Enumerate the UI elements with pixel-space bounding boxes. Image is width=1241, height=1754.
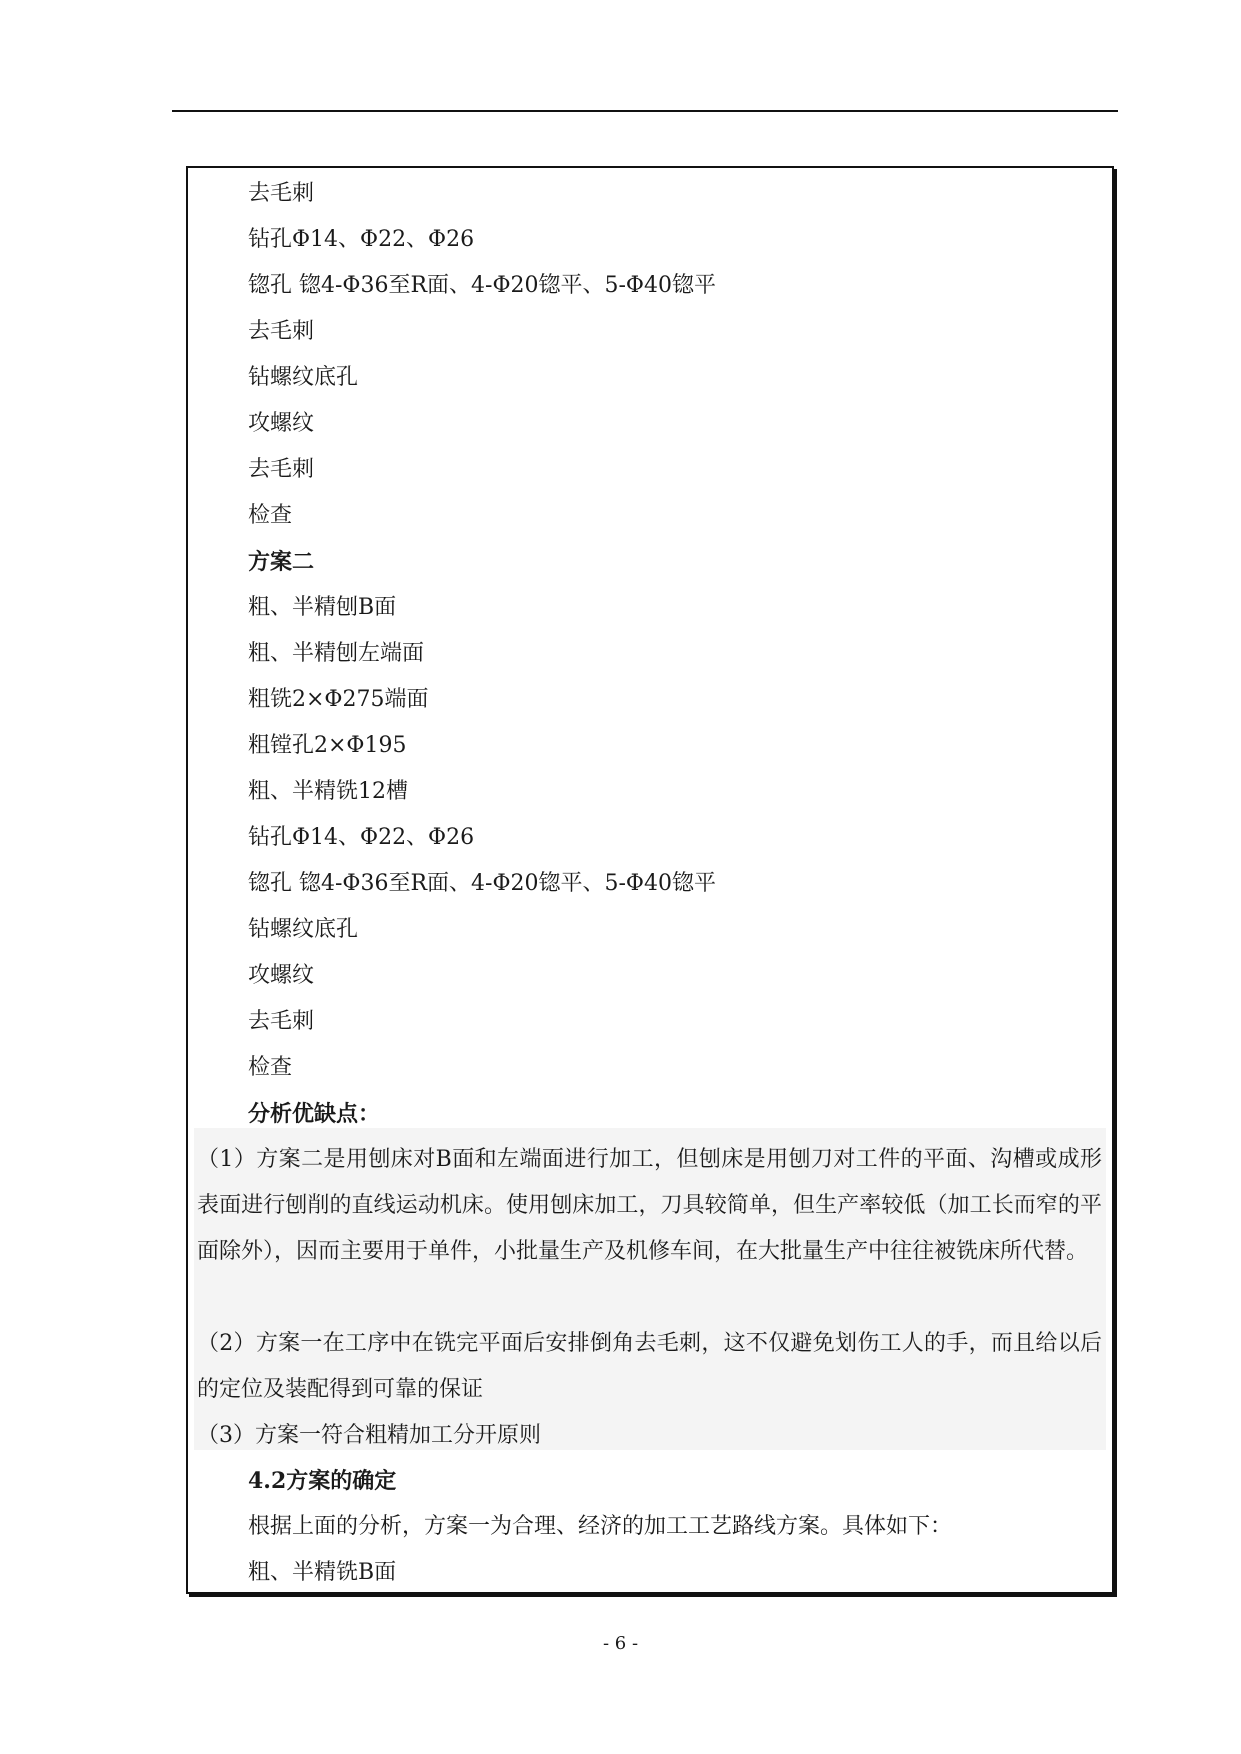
step-line: 锪孔 锪4-Φ36至R面、4-Φ20锪平、5-Φ40锪平 — [248, 273, 716, 298]
section-text: 根据上面的分析，方案一为合理、经济的加工工艺路线方案。具体如下： — [248, 1514, 953, 1539]
step-line: 去毛刺 — [248, 457, 315, 482]
analysis-heading: 分析优缺点： — [248, 1101, 381, 1127]
step-line: 去毛刺 — [248, 319, 315, 344]
step-line: 粗、半精刨B面 — [248, 595, 397, 620]
header-rule — [172, 110, 1118, 112]
step-line: 检查 — [248, 503, 293, 528]
step-line: 粗、半精刨左端面 — [248, 641, 425, 666]
step-line: 钻孔Φ14、Φ22、Φ26 — [248, 825, 475, 850]
step-line: 攻螺纹 — [248, 411, 315, 436]
step-line: 钻孔Φ14、Φ22、Φ26 — [248, 227, 475, 252]
page-number: - 6 - — [602, 1633, 639, 1654]
step-line: 锪孔 锪4-Φ36至R面、4-Φ20锪平、5-Φ40锪平 — [248, 871, 716, 896]
step-line: 粗、半精铣12槽 — [248, 779, 408, 804]
analysis-point-3: （3）方案一符合粗精加工分开原则 — [197, 1423, 541, 1448]
step-line: 粗镗孔2×Φ195 — [248, 733, 407, 758]
step-line: 去毛刺 — [248, 1009, 315, 1034]
step-line: 粗、半精铣B面 — [248, 1560, 397, 1585]
step-line: 粗铣2×Φ275端面 — [248, 687, 429, 712]
step-line: 钻螺纹底孔 — [248, 917, 359, 942]
plan-two-heading: 方案二 — [248, 549, 315, 575]
step-line: 检查 — [248, 1055, 293, 1080]
section-title: 4.2方案的确定 — [248, 1468, 397, 1494]
step-line: 攻螺纹 — [248, 963, 315, 988]
analysis-point-2: （2）方案一在工序中在铣完平面后安排倒角去毛刺，这不仅避免划伤工人的手，而且给以后的定位及装配得到可靠的保证 — [197, 1331, 1102, 1402]
analysis-point-1: （1）方案二是用刨床对B面和左端面进行加工，但刨床是用刨刀对工件的平面、沟槽或成形表面进行刨削的直线运动机床。使用刨床加工，刀具较简单，但生产率较低（加工长而窄的平面除外），因而主要用于单件，小批量生产及机修车间，在大批量生产中往往被铣床所代替。 — [197, 1147, 1102, 1264]
step-line: 去毛刺 — [248, 181, 315, 206]
step-line: 钻螺纹底孔 — [248, 365, 359, 390]
